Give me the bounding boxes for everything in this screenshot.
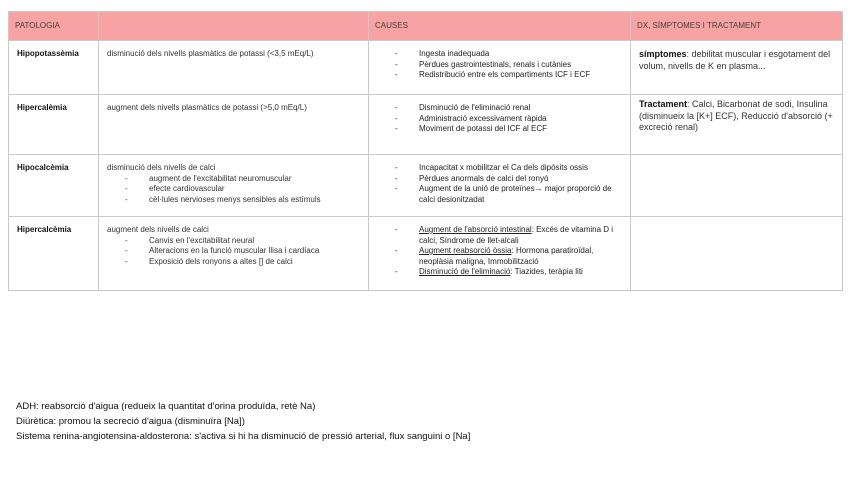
pathology-description: disminució dels nivells plasmàtics de potassi (<3,5 mEq/L) <box>107 49 314 58</box>
cause-item: - Pèrdues anormals de calci del ronyó <box>377 174 624 185</box>
cause-item: - Administració excessivament ràpida <box>377 114 624 125</box>
causes-list <box>377 163 624 205</box>
treatment-text <box>631 95 842 138</box>
causes-cell <box>369 217 631 291</box>
effect-item: - augment de l'excitabilitat neuromuscular <box>107 174 362 185</box>
treatment-body: : Calci, Bicarbonat de sodi, Insulina (disminueix la [K+] ECF), Reducció d'absorció (+ excreció renal) <box>639 99 833 132</box>
pathology-name: Hipercalcèmia <box>17 225 72 234</box>
cause-detail: : Tiazides, teràpia liti <box>510 267 583 276</box>
table-row <box>9 155 843 217</box>
treatment-label: Tractament <box>639 99 688 109</box>
cause-item: - Augment de la unió de proteïnes→ major proporció de calci desionitzadat <box>377 184 624 205</box>
pathology-name-cell <box>9 155 99 217</box>
description-cell <box>99 95 369 155</box>
effects-list <box>107 236 362 268</box>
table-row <box>9 95 843 155</box>
pathology-table <box>8 11 843 291</box>
header-description <box>99 12 369 41</box>
table-header-row <box>9 12 843 41</box>
dx-cell-treatment <box>631 95 843 155</box>
header-patologia: PATOLOGIA <box>9 12 99 41</box>
symptoms-text <box>631 41 842 76</box>
causes-list <box>377 103 624 135</box>
notes-block <box>16 399 470 444</box>
pathology-name: Hipercalèmia <box>17 103 67 112</box>
cause-item: - Redistribució entre els compartiments ICF i ECF <box>377 70 624 81</box>
note-adh: ADH: reabsorció d'aigua (redueix la quantitat d'orina produïda, retè Na) <box>16 401 316 412</box>
pathology-name-cell <box>9 217 99 291</box>
cause-item <box>377 246 624 267</box>
cause-detail: : Hormona paratiroïdal, neoplàsia maligna, Immobilització <box>419 246 594 266</box>
cause-heading: Augment de l'absorció intestinal <box>419 225 532 234</box>
dx-cell-empty <box>631 217 843 291</box>
pathology-name: Hipocalcèmia <box>17 163 69 172</box>
table-row <box>9 41 843 95</box>
cause-heading: Augment reabsorció òssia <box>419 246 512 255</box>
cause-heading: Disminució de l'eliminació <box>419 267 511 276</box>
pathology-name-cell <box>9 41 99 95</box>
description-cell <box>99 155 369 217</box>
symptoms-label: símptomes <box>639 49 687 59</box>
effect-item: - cèl·lules nervioses menys sensibles als estímuls <box>107 195 362 206</box>
symptoms-body: : debilitat muscular i esgotament del volum, nivells de K en plasma... <box>639 49 831 71</box>
dx-cell-empty <box>631 155 843 217</box>
cause-item: - Moviment de potassi del ICF al ECF <box>377 124 624 135</box>
cause-item: - Disminució de l'eliminació renal <box>377 103 624 114</box>
effect-item: - Exposició dels ronyons a altes [] de calci <box>107 257 362 268</box>
note-diuretic: Diürètica: promou la secreció d'aigua (disminuïra [Na]) <box>16 416 245 427</box>
causes-list <box>377 49 624 81</box>
causes-cell <box>369 155 631 217</box>
note-raas: Sistema renina-angiotensina-aldosterona: s'activa si hi ha disminució de pressió arterial, flux sanguini o [Na] <box>16 431 471 442</box>
effect-item: - Alteracions en la funció muscular llisa i cardíaca <box>107 246 362 257</box>
pathology-description: disminució dels nivells de calci <box>107 163 216 172</box>
cause-detail: : Excés de vitamina D i calci, Síndrome de llet-alcali <box>419 225 614 245</box>
cause-item <box>377 267 624 278</box>
cause-item: - Ingesta inadequada <box>377 49 624 60</box>
causes-cell <box>369 95 631 155</box>
effect-item: - efecte cardiovascular <box>107 184 362 195</box>
description-cell <box>99 41 369 95</box>
table-row <box>9 217 843 291</box>
cause-item: - Incapacitat x mobilitzar el Ca dels dipòsits ossis <box>377 163 624 174</box>
header-causes: CAUSES <box>369 12 631 41</box>
pathology-name-cell <box>9 95 99 155</box>
pathology-name: Hipopotassèmia <box>17 49 79 58</box>
effect-item: - Canvis en l'excitabilitat neural <box>107 236 362 247</box>
causes-cell <box>369 41 631 95</box>
effects-list <box>107 174 362 206</box>
header-dx: DX, SÍMPTOMES I TRACTAMENT <box>631 12 843 41</box>
cause-item: - Pèrdues gastrointestinals, renals i cutànies <box>377 60 624 71</box>
description-cell <box>99 217 369 291</box>
cause-item <box>377 225 624 246</box>
pathology-description: augment dels nivells de calci <box>107 225 209 234</box>
pathology-description: augment dels nivells plasmàtics de potassi (>5,0 mEq/L) <box>107 103 307 112</box>
dx-cell-symptoms <box>631 41 843 95</box>
causes-list <box>377 225 624 278</box>
